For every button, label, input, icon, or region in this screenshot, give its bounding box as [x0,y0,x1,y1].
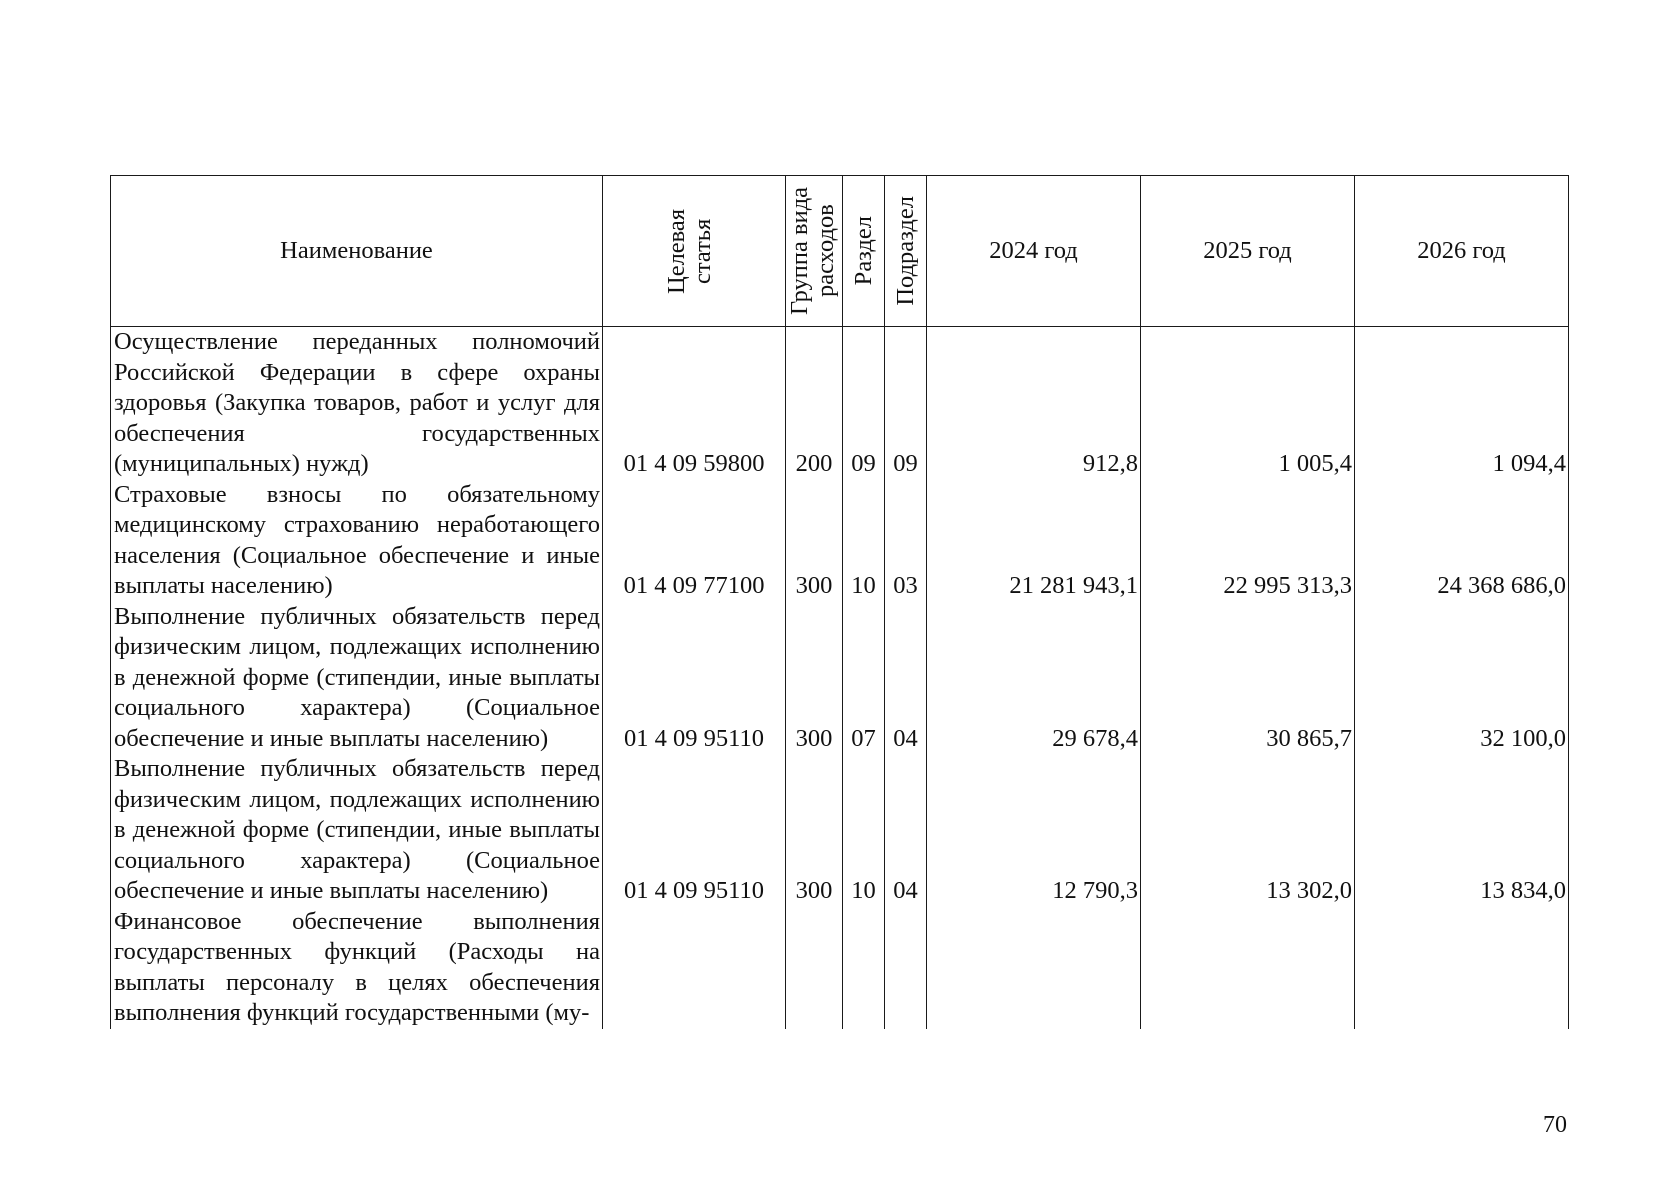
row-podrazdel: 04 [885,602,927,755]
row-value-2026: 32 100,0 [1355,602,1569,755]
row-value-2026: 13 834,0 [1355,754,1569,907]
row-razdel: 09 [843,327,885,480]
row-name: Страховые взносы по обязательному медицинскому страхованию неработающего населения (Социальное обеспечение и иные выплаты населению) [111,480,603,602]
budget-table [110,175,1569,1029]
row-name: Выполнение публичных обязательств перед физическим лицом, подлежащих исполнению в денежной форме (стипендии, иные выплаты социального характера) (Социальное обеспечение и иные выплаты населению) [111,754,603,907]
row-expense-group [786,907,843,1029]
row-value-2026: 24 368 686,0 [1355,480,1569,602]
header-razdel: Раздел [843,176,885,327]
row-podrazdel: 09 [885,327,927,480]
row-expense-group: 300 [786,602,843,755]
row-razdel: 10 [843,754,885,907]
row-value-2025: 22 995 313,3 [1141,480,1355,602]
row-name: Осуществление переданных полномочий Российской Федерации в сфере охраны здоровья (Закупка товаров, работ и услуг для обеспечения государственных (муниципальных) нужд) [111,327,603,480]
table-row [111,480,1569,602]
row-value-2024: 12 790,3 [927,754,1141,907]
header-expense-group: Группа вида расходов [786,176,843,327]
row-podrazdel: 04 [885,754,927,907]
header-name: Наименование [111,176,603,327]
table-row [111,327,1569,480]
row-name: Финансовое обеспечение выполнения государственных функций (Расходы на выплаты персоналу в целях обеспечения выполнения функций государственными (му- [111,907,603,1029]
header-year-2024: 2024 год [927,176,1141,327]
table-body [111,327,1569,1029]
table-row [111,754,1569,907]
row-target-article: 01 4 09 59800 [603,327,786,480]
row-value-2025: 30 865,7 [1141,602,1355,755]
row-razdel [843,907,885,1029]
row-value-2025: 1 005,4 [1141,327,1355,480]
table-row [111,602,1569,755]
page-number: 70 [1543,1112,1567,1138]
row-podrazdel: 03 [885,480,927,602]
row-value-2024 [927,907,1141,1029]
row-razdel: 10 [843,480,885,602]
header-year-2025: 2025 год [1141,176,1355,327]
row-expense-group: 200 [786,327,843,480]
row-target-article: 01 4 09 95110 [603,602,786,755]
row-value-2025 [1141,907,1355,1029]
row-value-2026 [1355,907,1569,1029]
row-expense-group: 300 [786,754,843,907]
row-value-2026: 1 094,4 [1355,327,1569,480]
row-podrazdel [885,907,927,1029]
row-name: Выполнение публичных обязательств перед физическим лицом, подлежащих исполнению в денежной форме (стипендии, иные выплаты социального характера) (Социальное обеспечение и иные выплаты населению) [111,602,603,755]
row-target-article [603,907,786,1029]
table-header [111,176,1569,327]
row-value-2024: 29 678,4 [927,602,1141,755]
row-target-article: 01 4 09 77100 [603,480,786,602]
row-value-2024: 912,8 [927,327,1141,480]
row-value-2025: 13 302,0 [1141,754,1355,907]
row-value-2024: 21 281 943,1 [927,480,1141,602]
header-year-2026: 2026 год [1355,176,1569,327]
table-row [111,907,1569,1029]
row-expense-group: 300 [786,480,843,602]
row-razdel: 07 [843,602,885,755]
header-podrazdel: Подраздел [885,176,927,327]
header-target-article: Целевая статья [603,176,786,327]
row-target-article: 01 4 09 95110 [603,754,786,907]
